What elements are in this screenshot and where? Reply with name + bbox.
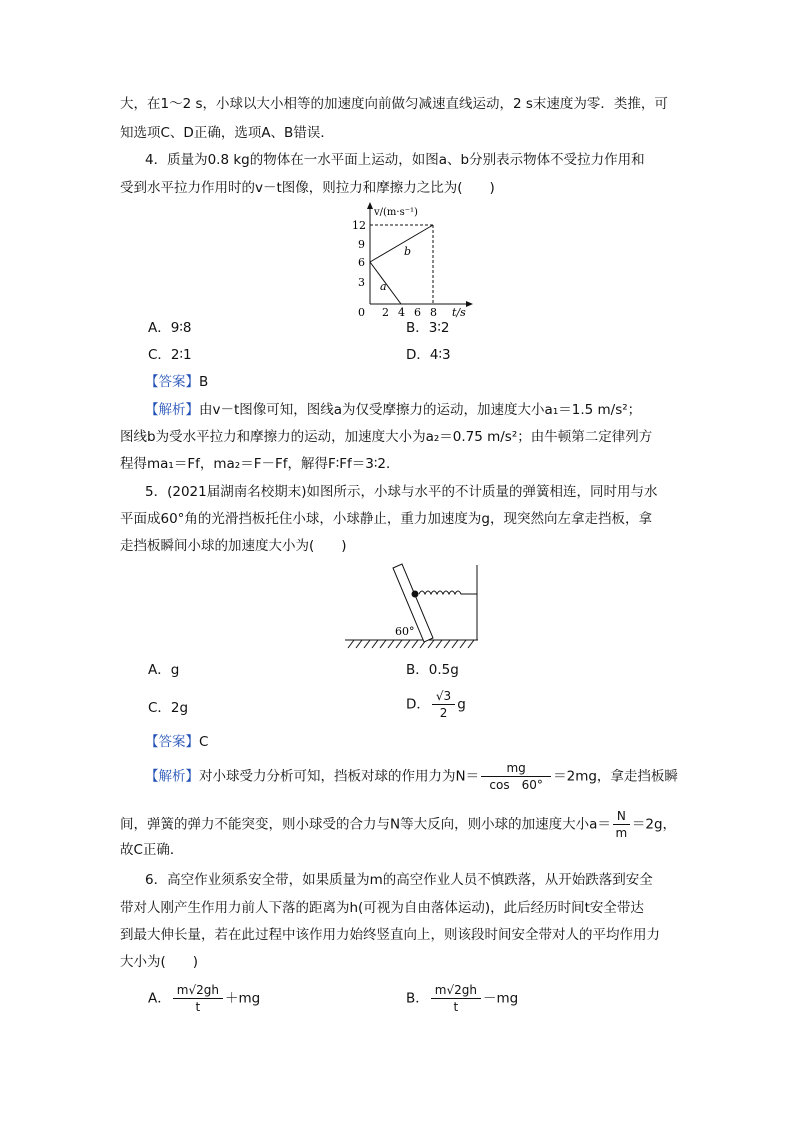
origin-label: 0 <box>358 306 365 318</box>
option-d: D．4∶3 <box>406 347 451 363</box>
answer-line <box>145 372 208 392</box>
text-line: 图线b为受水平拉力和摩擦力的运动，加速度大小为a₂＝0.75 m/s²；由牛顿第二定律列方 <box>120 429 653 445</box>
denominator: 2 <box>439 706 448 720</box>
y-axis-label: v/(m·s⁻¹) <box>374 207 418 218</box>
x-axis-label: t/s <box>452 306 466 318</box>
x-tick: 4 <box>398 306 405 318</box>
option-c: C．2∶1 <box>148 347 192 363</box>
text-line: 故C正确． <box>120 842 184 858</box>
answer-value: B <box>199 374 209 390</box>
spring-ball-figure <box>340 560 490 655</box>
option-tail: －mg <box>482 990 519 1007</box>
explanation-line <box>120 808 676 841</box>
denominator: t <box>195 1000 201 1014</box>
question-6: 6．高空作业须系安全带，如果质量为m的高空作业人员不慎跌落，从开始跌落到安全 <box>145 872 653 888</box>
vt-graph <box>340 200 480 318</box>
y-tick: 9 <box>358 238 365 251</box>
text-line: 程得ma₁＝Ff，ma₂＝F－Ff，解得F∶Ff＝3∶2． <box>120 456 400 472</box>
option-b: B．3∶2 <box>406 320 450 336</box>
option-label: A． <box>148 990 171 1007</box>
line-b <box>370 225 433 262</box>
option-tail: g <box>457 696 466 713</box>
text-line: 平面成60°角的光滑挡板托住小球，小球静止，重力加速度为g，现突然向左拿走挡板，拿 <box>120 511 652 527</box>
option-b: B．0.5g <box>406 662 459 678</box>
answer-tag: 【答案】 <box>145 374 199 390</box>
option-label: D． <box>406 696 430 713</box>
denominator: cos 60° <box>489 778 543 792</box>
denominator: t <box>453 1000 459 1014</box>
explanation-text: 由v－t图像可知，图线a为仅受摩擦力的运动，加速度大小a₁＝1.5 m/s²； <box>199 402 642 418</box>
explanation-text: 间，弹簧的弹力不能突变，则小球受的合力与N等大反向，则小球的加速度大小a＝ <box>120 816 611 833</box>
numerator: mg <box>481 760 551 777</box>
text-line: 带对人刚产生作用力前人下落的距离为h(可视为自由落体运动)，此后经历时间t安全带达 <box>120 900 644 916</box>
text-line: 走挡板瞬间小球的加速度大小为( ) <box>120 538 347 554</box>
numerator: √3 <box>432 688 455 705</box>
explanation-line <box>145 400 641 420</box>
numerator: m√2gh <box>431 982 481 999</box>
option-a: A．9∶8 <box>148 320 192 336</box>
text-line: 受到水平拉力作用时的v－t图像，则拉力和摩擦力之比为( ) <box>120 180 495 196</box>
explanation-tag: 【解析】 <box>145 768 199 785</box>
option-a <box>148 982 260 1015</box>
y-tick: 6 <box>358 256 365 269</box>
line-a-label: a <box>380 280 387 293</box>
question-4: 4．质量为0.8 kg的物体在一水平面上运动，如图a、b分别表示物体不受拉力作用和 <box>145 152 645 168</box>
option-tail: ＋mg <box>224 990 261 1007</box>
text-line: 大小为( ) <box>120 954 199 970</box>
angle-label: 60° <box>395 625 415 638</box>
y-tick: 12 <box>352 219 366 232</box>
explanation-text: 对小球受力分析可知，挡板对球的作用力为N＝ <box>199 768 480 785</box>
option-a: A．g <box>148 662 180 678</box>
text-line: 到最大伸长量，若在此过程中该作用力始终竖直向上，则该段时间安全带对人的平均作用力 <box>120 927 660 943</box>
ball <box>412 591 419 598</box>
numerator: m√2gh <box>173 982 223 999</box>
explanation-text: ＝2g， <box>631 816 677 833</box>
explanation-text: ＝2mg，拿走挡板瞬 <box>553 768 678 785</box>
denominator: m <box>615 826 628 840</box>
option-label: B． <box>406 990 429 1007</box>
explanation-tag: 【解析】 <box>145 402 199 418</box>
x-tick: 8 <box>430 306 437 318</box>
x-tick: 2 <box>382 306 389 318</box>
x-tick: 6 <box>414 306 421 318</box>
explanation-line <box>145 760 678 793</box>
line-b-label: b <box>404 245 412 258</box>
answer-line <box>145 732 208 752</box>
answer-tag: 【答案】 <box>145 734 199 750</box>
option-d <box>406 688 466 721</box>
option-b <box>406 982 518 1015</box>
numerator: N <box>613 808 630 825</box>
spring <box>419 591 477 594</box>
text-line: 知选项C、D正确，选项A、B错误． <box>120 125 334 141</box>
option-c: C．2g <box>148 700 189 716</box>
answer-value: C <box>199 734 209 750</box>
y-tick: 3 <box>358 276 365 289</box>
question-5: 5．(2021届湖南名校期末)如图所示，小球与水平的不计质量的弹簧相连，同时用与水 <box>145 484 658 500</box>
text-line: 大，在1～2 s，小球以大小相等的加速度向前做匀减速直线运动，2 s末速度为零．类推，可 <box>120 96 668 112</box>
